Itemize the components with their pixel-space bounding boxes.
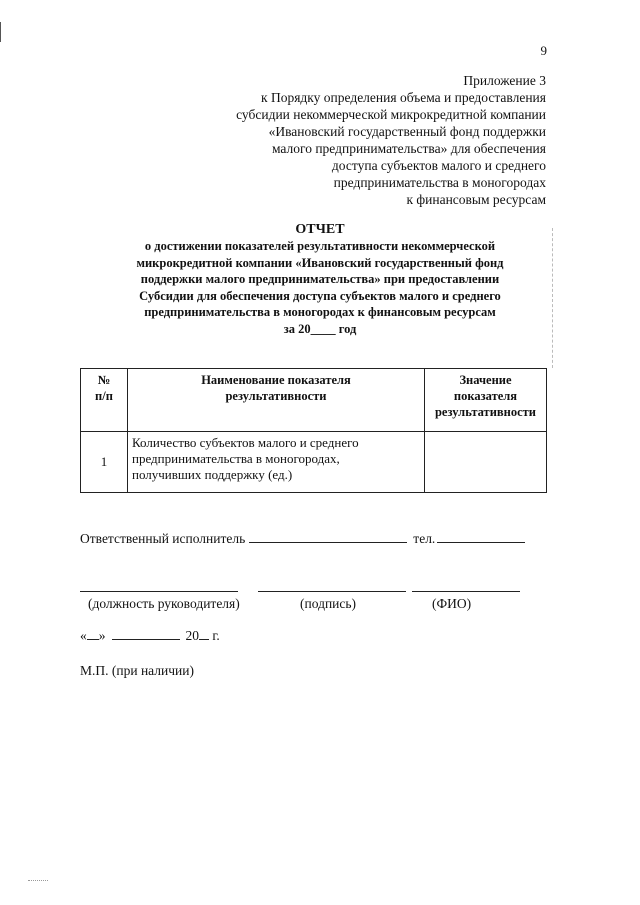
month-blank[interactable] [112,628,180,640]
report-subtitle [80,238,560,337]
responsible-label: Ответственный исполнитель [80,531,246,546]
appendix-line: «Ивановский государственный фонд поддержки [268,124,546,139]
signature-blank[interactable] [258,591,406,592]
header-value-line: результативности [434,405,536,419]
page-number: 9 [540,43,547,58]
header-number [81,369,128,432]
header-number-line: № [97,373,111,387]
report-subtitle-line: предпринимательства в моногородах к финансовым ресурсам [144,305,496,319]
table-header-row [81,369,547,432]
appendix-line: доступа субъектов малого и среднего [331,158,546,173]
position-blank[interactable] [80,591,238,592]
report-year-line: за 20____ год [283,321,357,336]
responsible-blank[interactable] [249,530,407,543]
year-prefix: 20 [185,628,199,643]
phone-blank[interactable] [437,530,525,543]
appendix-line: субсидии некоммерческой микрокредитной компании [236,107,546,122]
date-line [80,628,220,644]
indicators-table [80,368,547,493]
appendix-line: предпринимательства в моногородах [333,175,546,190]
appendix-line: малого предпринимательства» для обеспечения [271,141,546,156]
header-indicator-value [425,369,547,432]
header-value-line: показателя [453,389,518,403]
appendix-line: Приложение 3 [463,73,546,88]
row-name-line: предпринимательства в моногородах, [132,451,340,466]
row-number: 1 [81,432,128,493]
header-name-line: Наименование показателя [201,373,351,387]
appendix-line: к финансовым ресурсам [406,192,546,207]
signature-caption: (подпись) [300,596,357,611]
report-subtitle-line: о достижении показателей результативности некоммерческой [144,239,496,253]
header-name-line: результативности [225,389,327,403]
position-caption: (должность руководителя) [88,596,240,611]
report-title: ОТЧЕТ [295,222,345,237]
appendix-line: к Порядку определения объема и предоставления [261,90,546,105]
phone-label: тел. [413,531,436,546]
scan-footer-mark [28,880,48,881]
header-indicator-name [128,369,425,432]
report-subtitle-line: микрокредитной компании «Ивановский государственный фонд [136,255,504,270]
report-subtitle-line: Субсидии для обеспечения доступа субъектов малого и среднего [139,288,501,303]
name-caption: (ФИО) [432,596,472,611]
scan-edge-mark [0,22,1,42]
stamp-label: М.П. (при наличии) [80,663,194,678]
row-indicator-name [128,432,425,493]
responsible-line [80,530,525,547]
year-suffix: г. [212,628,220,643]
year-blank[interactable] [199,628,209,640]
name-blank[interactable] [412,591,520,592]
header-value-line: Значение [459,373,512,387]
date-close-quote: » [98,628,106,643]
report-subtitle-line: поддержки малого предпринимательства» при предоставлении [140,272,500,286]
day-blank[interactable] [87,628,99,640]
row-name-line: Количество субъектов малого и среднего [132,435,359,450]
row-indicator-value[interactable] [425,432,547,493]
row-name-line: получивших поддержку (ед.) [132,467,293,482]
appendix-block [126,72,546,208]
date-open-quote: « [80,628,87,643]
table-row [81,432,547,493]
header-number-line: п/п [95,389,113,403]
